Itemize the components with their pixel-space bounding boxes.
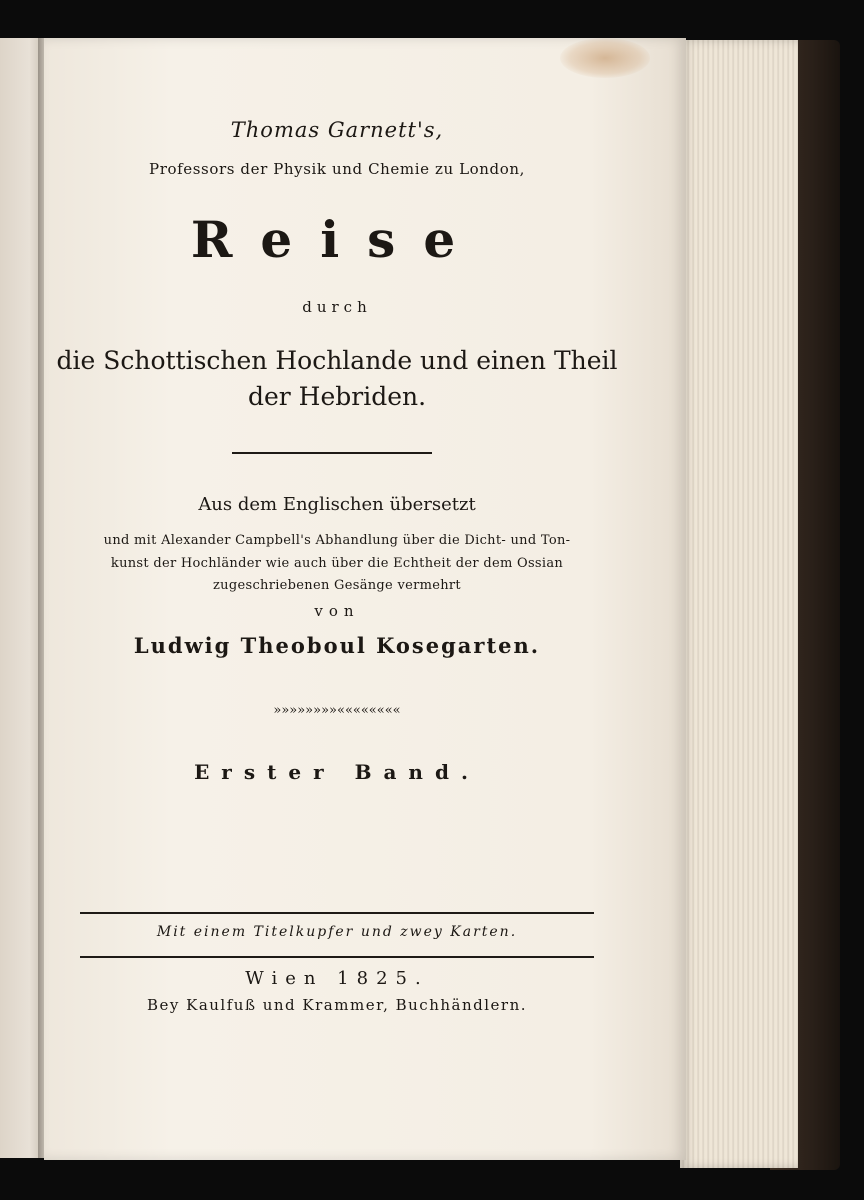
author-line: Thomas Garnett's,: [230, 118, 444, 142]
bottom-rule: [80, 956, 594, 958]
book-title: Reise: [190, 210, 484, 269]
place-year: Wien 1825.: [245, 968, 429, 989]
subtitle-line-2: der Hebriden.: [247, 382, 427, 411]
divider-rule: [232, 452, 432, 454]
ornament-line: »»»»»»»»««««««««: [273, 703, 401, 718]
left-page: [0, 38, 42, 1158]
top-rule: [80, 912, 594, 914]
durch-line: durch: [302, 298, 372, 316]
translator-name: Ludwig Theoboul Kosegarten.: [133, 633, 541, 658]
translation-line-4: zugeschriebenen Gesänge vermehrt: [213, 578, 461, 593]
volume-line: Erster Band.: [194, 760, 480, 784]
von-line: von: [314, 602, 360, 620]
profession-line: Professors der Physik und Chemie zu London,: [149, 160, 525, 178]
paper-stain: [560, 38, 650, 78]
translation-line-2: und mit Alexander Campbell's Abhandlung über die Dicht- und Ton-: [103, 533, 571, 548]
subtitle-line-1: die Schottischen Hochlande und einen Theil: [56, 346, 618, 375]
title-page: [44, 38, 686, 1160]
plates-line: Mit einem Titelkupfer und zwey Karten.: [156, 924, 518, 940]
translation-line-1: Aus dem Englischen übersetzt: [198, 494, 476, 515]
publisher-line: Bey Kaulfuß und Krammer, Buchhändlern.: [146, 996, 528, 1014]
translation-line-3: kunst der Hochländer wie auch über die Echtheit der dem Ossian: [110, 556, 564, 571]
